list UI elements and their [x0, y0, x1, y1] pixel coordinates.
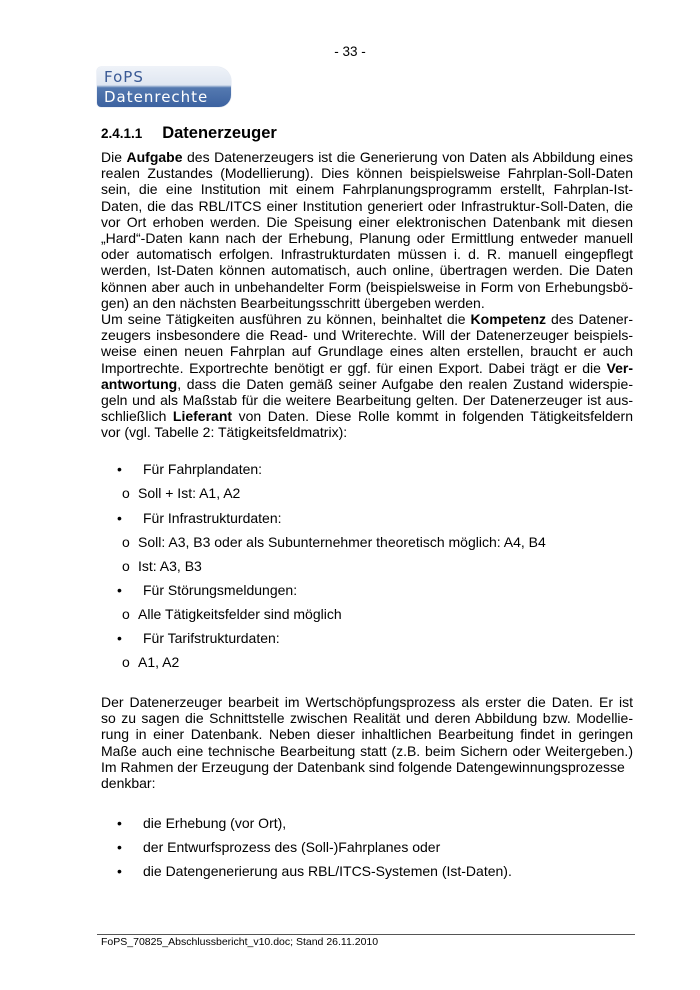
paragraph-line	[101, 230, 633, 246]
paragraph-line	[101, 343, 633, 359]
text-run: von Daten. Diese Rolle kommt in folgenden Tätigkeitsfeldern	[232, 408, 633, 425]
paragraph-line	[101, 376, 633, 392]
paragraph-line	[101, 295, 633, 311]
paragraph-line	[101, 424, 633, 440]
footer-filename: FoPS_70825_Abschlussbericht_v10.doc; Stand 26.11.2010	[101, 936, 379, 948]
footer-rule	[97, 934, 635, 935]
sub-bullet-icon: o	[122, 606, 130, 622]
bullet-icon: •	[117, 815, 122, 831]
text-run: vor (vgl. Tabelle 2: Tätigkeitsfeldmatrix):	[101, 424, 348, 441]
text-run: „Hard“-Daten kann nach der Erhebung, Planung oder Ermittlung entweder manuell	[101, 230, 633, 247]
text-run: Die	[101, 149, 127, 165]
text-run: Daten, die das RBL/ITCS einer Institution generiert oder Infrastruktur-Soll-Daten, die	[101, 197, 633, 214]
text-run: des Datener-	[546, 311, 633, 328]
bullet-icon: •	[117, 630, 122, 646]
paragraph-line	[101, 246, 633, 262]
paragraph-line	[101, 181, 633, 197]
paragraph-line	[101, 149, 633, 165]
bold-term: Lieferant	[172, 408, 233, 425]
bold-term: antwortung	[101, 375, 178, 392]
list-item: die Datengenerierung aus RBL/ITCS-Systemen (Ist-Daten).	[143, 863, 512, 879]
text-run: , dass die Daten gemäß seiner Aufgabe den realen Zustand widerspie-	[177, 375, 633, 392]
paragraph-line: denkbar:	[101, 775, 156, 792]
paragraph-line	[101, 214, 633, 230]
paragraph-line: rung in einer Datenbank. Neben dieser inhaltlichen Bearbeitung findet in geringen	[101, 726, 633, 743]
bullet-icon: •	[117, 582, 122, 598]
text-run: Importrechte. Exportrechte benötigt er ggf. für einen Export. Dabei trägt er die	[101, 359, 607, 376]
logo-line-2: Datenrechte	[104, 88, 209, 106]
paragraph-line	[101, 311, 633, 327]
text-run: zeugers insbesondere die Read- und Writerechte. Will der Datenerzeuger beispiels-	[101, 327, 633, 344]
paragraph-line	[101, 198, 633, 214]
list-item: A1, A2	[138, 654, 180, 670]
list-item: der Entwurfsprozess des (Soll-)Fahrplanes oder	[143, 839, 441, 855]
page-number: - 33 -	[334, 44, 366, 59]
sub-bullet-icon: o	[122, 485, 130, 501]
text-run: werden, Ist-Daten können automatisch, auch online, übertragen werden. Die Daten	[101, 262, 633, 279]
paragraph-line	[101, 327, 633, 343]
text-run: gen) an den nächsten Bearbeitungsschritt übergeben werden.	[101, 294, 485, 311]
text-run: des Datenerzeugers ist die Generierung von Daten als Abbildung eines	[182, 149, 633, 165]
bullet-icon: •	[117, 510, 122, 526]
bullet-icon: •	[117, 863, 122, 879]
paragraph-line: Maße auch eine technische Bearbeitung statt (z.B. beim Sichern oder Weitergeben.)	[101, 742, 633, 759]
list-item: Soll: A3, B3 oder als Subunternehmer theoretisch möglich: A4, B4	[138, 534, 546, 550]
logo-line-1: FoPS	[104, 68, 144, 86]
bullet-icon: •	[117, 839, 122, 855]
text-run: realen Zustandes (Modellierung). Dies können beispielsweise Fahrplan-Soll-Daten	[101, 165, 633, 182]
text-run: sein, die eine Institution mit einem Fahrplanungsprogramm erstellt, Fahrplan-Ist-	[101, 181, 633, 198]
list-item: Für Fahrplandaten:	[143, 461, 263, 477]
list-item: Soll + Ist: A1, A2	[138, 485, 241, 501]
paragraph-line	[101, 360, 633, 376]
bullet-icon: •	[117, 461, 122, 477]
paragraph-line	[101, 262, 633, 278]
section-heading	[101, 124, 277, 143]
text-run: können aber auch in unbehandelter Form (beispielsweise in Form von Erhebungsbö-	[101, 278, 633, 295]
paragraph-line: Im Rahmen der Erzeugung der Datenbank sind folgende Datengewinnungsprozesse	[101, 758, 625, 775]
sub-bullet-icon: o	[122, 534, 130, 550]
list-item: Ist: A3, B3	[138, 558, 202, 574]
paragraph-line: so zu sagen die Schnittstelle zwischen Realität und deren Abbildung bzw. Modellie-	[101, 710, 633, 727]
bold-term: Aufgabe	[126, 149, 183, 165]
text-run: Um seine Tätigkeiten ausführen zu können, beinhaltet die	[101, 311, 471, 328]
paragraph-line	[101, 165, 633, 181]
list-item: Für Tarifstrukturdaten:	[143, 630, 280, 646]
list-item: Alle Tätigkeitsfelder sind möglich	[138, 606, 342, 622]
paragraph-line: Der Datenerzeuger bearbeit im Wertschöpfungsprozess als erster die Daten. Er ist	[101, 694, 633, 710]
paragraph-wertschoepfung	[101, 694, 633, 791]
section-number: 2.4.1.1	[101, 126, 143, 141]
sub-bullet-icon: o	[122, 654, 130, 670]
bold-term: Ver-	[606, 359, 633, 376]
bold-term: Kompetenz	[470, 311, 546, 328]
text-run: oder automatisch erfolgen. Infrastrukturdaten müssen i. d. R. manuell eingepflegt	[101, 246, 633, 263]
paragraph-line	[101, 279, 633, 295]
section-title: Datenerzeuger	[162, 124, 277, 142]
text-run: schließlich	[101, 408, 173, 425]
sub-bullet-icon: o	[122, 558, 130, 574]
text-run: geln und als Maßstab für die weitere Bearbeitung gelten. Der Datenerzeuger ist aus-	[101, 392, 633, 409]
list-item: die Erhebung (vor Ort),	[143, 815, 287, 831]
paragraph-line	[101, 392, 633, 408]
paragraph-aufgabe-kompetenz	[101, 149, 633, 441]
text-run: weise einen neuen Fahrplan auf Grundlage eines alten erstellen, braucht er auch	[101, 343, 633, 360]
list-item: Für Infrastrukturdaten:	[143, 510, 282, 526]
paragraph-line	[101, 408, 633, 424]
fops-logo	[97, 67, 231, 107]
list-item: Für Störungsmeldungen:	[143, 582, 298, 598]
text-run: vor Ort erhoben werden. Die Speisung einer elektronischen Datenbank mit diesen	[101, 213, 633, 230]
